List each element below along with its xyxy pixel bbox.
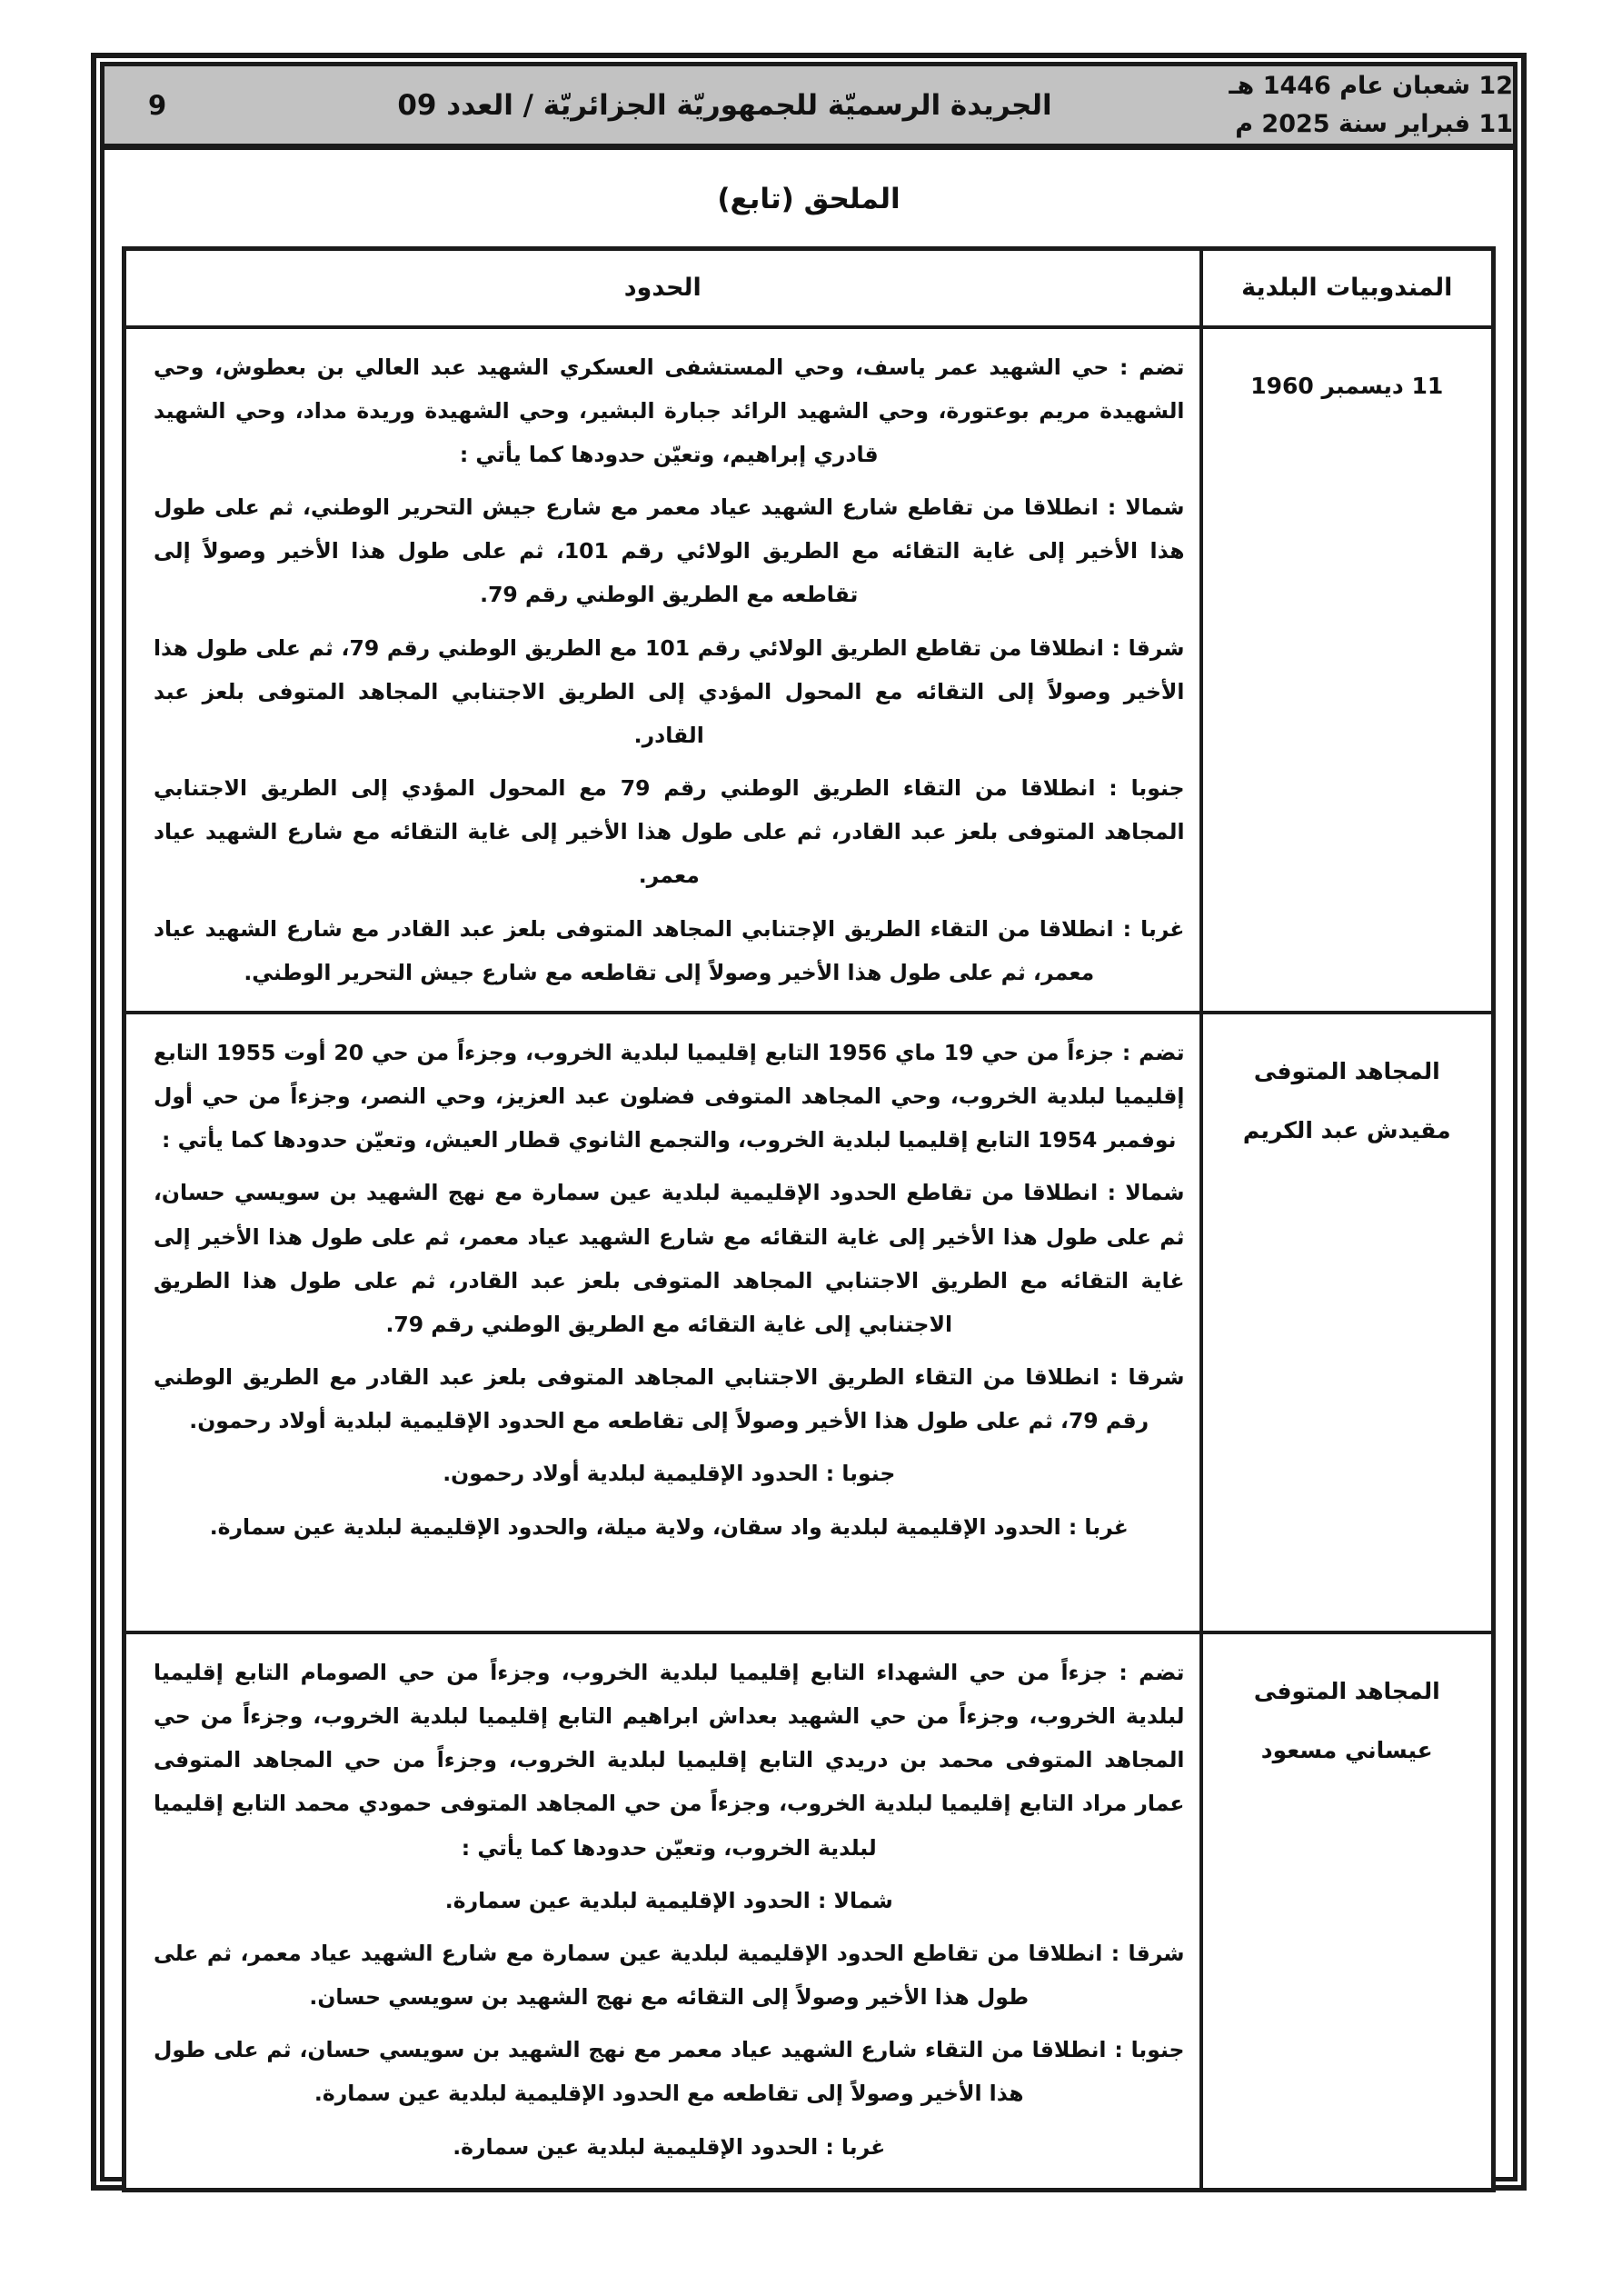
table-row (124, 1013, 1494, 1632)
boundary-paragraph: شرقا : انطلاقا من التقاء الطريق الاجتنابي المجاهد المتوفى بلعز عبد القادر مع الطريق الوطني رقم 79، ثم على طول هذا الأخير وصولاً إلى تقاطعه مع الحدود الإقليمية لبلدية أولاد رحمون. (154, 1364, 1185, 1434)
delegation-name-line: عيساني مسعود (1260, 1736, 1433, 1763)
boundary-paragraph: شرقا : انطلاقا من تقاطع الحدود الإقليمية لبلدية عين سمارة مع شارع الشهيد عياد معمر، ثم على طول هذا الأخير وصولاً إلى التقائه مع نهج الشهيد بن سويسي حسان. (154, 1940, 1185, 2011)
issue-date-block (1199, 66, 1513, 144)
direction-label: جنوبا : (1106, 2037, 1185, 2063)
direction-label: تضم : (1108, 1659, 1185, 1685)
boundary-paragraph: شمالا : الحدود الإقليمية لبلدية عين سمارة. (444, 1887, 893, 1913)
boundaries-cell (124, 327, 1201, 1013)
direction-label: غربا : (1113, 915, 1185, 942)
boundary-paragraph: جنوبا : انطلاقا من التقاء شارع الشهيد عياد معمر مع نهج الشهيد بن سويسي حسان، ثم على طول هذا الأخير وصولاً إلى تقاطعه مع الحدود الإقليمية لبلدية عين سمارة. (154, 2037, 1185, 2107)
delegation-name-line: مقيدش عبد الكريم (1242, 1116, 1451, 1143)
boundary-paragraph: تضم : حي الشهيد عمر ياسف، وحي المستشفى العسكري الشهيد عبد العالي بن بعطوش، وحي الشهيدة مريم بوعتورة، وحي الشهيد الرائد جبارة البشير، وحي الشهيدة وريدة مداد، وحي الشهيد قادري إبراهيم، وتعيّن حدودها كما يأتي : (154, 354, 1185, 467)
hijri-date: 12 شعبان عام 1446 هـ (1229, 71, 1513, 100)
direction-label: تضم : (1109, 354, 1185, 380)
table-header-row (124, 249, 1494, 327)
boundary-paragraph: جنوبا : انطلاقا من التقاء الطريق الوطني رقم 79 مع المحول المؤدي إلى الطريق الاجتنابي المجاهد المتوفى بلعز عبد القادر، ثم على طول هذا الأخير إلى غاية التقائه مع شارع الشهيد عياد معمر. (154, 775, 1185, 889)
boundary-paragraph: غربا : انطلاقا من التقاء الطريق الإجتنابي المجاهد المتوفى بلعز عبد القادر مع شارع الشهيد عياد معمر، ثم على طول هذا الأخير وصولاً إلى تقاطعه مع شارع جيش التحرير الوطني. (154, 915, 1185, 985)
direction-label: شمالا : (1098, 494, 1185, 521)
boundary-paragraph: جنوبا : الحدود الإقليمية لبلدية أولاد رحمون. (443, 1461, 896, 1487)
page-frame (91, 53, 1527, 2191)
boundary-paragraph: شرقا : انطلاقا من تقاطع الطريق الولائي رقم 101 مع الطريق الوطني رقم 79، ثم على طول هذا الأخير وصولاً إلى التقائه مع المحول المؤدي إلى الطريق الاجتنابي المجاهد المتوفى بلعز عبد القادر. (154, 634, 1185, 748)
boundary-paragraph: غربا : الحدود الإقليمية لبلدية عين سمارة. (453, 2133, 886, 2160)
direction-label: غربا : (818, 2133, 886, 2160)
table-row (124, 1632, 1494, 2191)
delegation-name-line: 11 ديسمبر 1960 (1250, 372, 1444, 399)
delegation-name-line: المجاهد المتوفى (1253, 1057, 1440, 1084)
column-header-delegations: المندوبيات البلدية (1201, 249, 1494, 327)
header-band (104, 66, 1513, 150)
delegation-name-line: المجاهد المتوفى (1253, 1677, 1440, 1704)
direction-label: شرقا : (1103, 634, 1185, 661)
direction-label: جنوبا : (818, 1461, 896, 1487)
annex-title: الملحق (تابع) (717, 183, 901, 215)
boundaries-table (122, 246, 1496, 2192)
boundary-paragraph: تضم : جزءاً من حي 19 ماي 1956 التابع إقليميا لبلدية الخروب، وجزءاً من حي 20 أوت 1955 التابع إقليميا لبلدية الخروب، وحي المجاهد المتوفى فضلون عبد العزيز، وحي النصر، وجزءاً من حي أول نوفمبر 1954 التابع إقليميا لبلدية الخروب، والتجمع الثانوي قطار العيش، وتعيّن حدودها كما يأتي : (154, 1039, 1185, 1153)
direction-label: شرقا : (1100, 1364, 1185, 1391)
page-content (104, 150, 1513, 2192)
boundaries-cell (124, 1632, 1201, 2191)
direction-label: جنوبا : (1095, 775, 1185, 802)
boundaries-cell (124, 1013, 1201, 1632)
column-header-boundaries: الحدود (124, 249, 1201, 327)
gregorian-date: 11 فبراير سنة 2025 م (1235, 109, 1513, 138)
boundary-paragraph: تضم : جزءاً من حي الشهداء التابع إقليميا لبلدية الخروب، وجزءاً من حي الصومام التابع إقليميا لبلدية الخروب، وجزءاً من حي الشهيد بعداش ابراهيم التابع إقليميا لبلدية الخروب، وجزءاً من حي المجاهد المتوفى محمد بن دريدي التابع إقليميا لبلدية الخروب، وجزءاً من حي المجاهد المتوفى عمار مراد التابع إقليميا لبلدية الخروب، وجزءاً من حي المجاهد المتوفى حمودي محمد التابع إقليميا لبلدية الخروب، وتعيّن حدودها كما يأتي : (154, 1659, 1185, 1861)
direction-label: تضم : (1114, 1039, 1185, 1065)
delegation-cell (1201, 327, 1494, 1013)
direction-label: شمالا : (810, 1887, 893, 1913)
direction-label: شرقا : (1102, 1940, 1185, 1966)
boundary-paragraph: شمالا : انطلاقا من تقاطع شارع الشهيد عياد معمر مع شارع جيش التحرير الوطني، ثم على طول هذا الأخير إلى غاية التقائه مع الطريق الولائي رقم 101، ثم على طول هذا الأخير وصولاً إلى تقاطعه مع الطريق الوطني رقم 79. (154, 494, 1185, 608)
table-row (124, 327, 1494, 1013)
direction-label: غربا : (1060, 1513, 1129, 1540)
page-number: 9 (148, 89, 167, 121)
delegation-cell (1201, 1013, 1494, 1632)
delegation-cell (1201, 1632, 1494, 2191)
boundary-paragraph: غربا : الحدود الإقليمية لبلدية واد سقان، ولاية ميلة، والحدود الإقليمية لبلدية عين سمارة. (209, 1513, 1129, 1540)
page-frame-inner (100, 62, 1518, 2181)
boundary-paragraph: شمالا : انطلاقا من تقاطع الحدود الإقليمية لبلدية عين سمارة مع نهج الشهيد بن سويسي حسان، ثم على طول هذا الأخير إلى غاية التقائه مع شارع الشهيد عياد معمر، ثم على طول هذا الأخير إلى غاية التقائه مع الطريق الاجتنابي المجاهد المتوفى بلعز عبد القادر، ثم على طول هذا الطريق الاجتنابي إلى غاية التقائه مع الطريق الوطني رقم 79. (154, 1180, 1185, 1337)
direction-label: شمالا : (1098, 1180, 1185, 1206)
journal-title: الجريدة الرسميّة للجمهوريّة الجزائريّة / العدد 09 (397, 88, 1052, 122)
